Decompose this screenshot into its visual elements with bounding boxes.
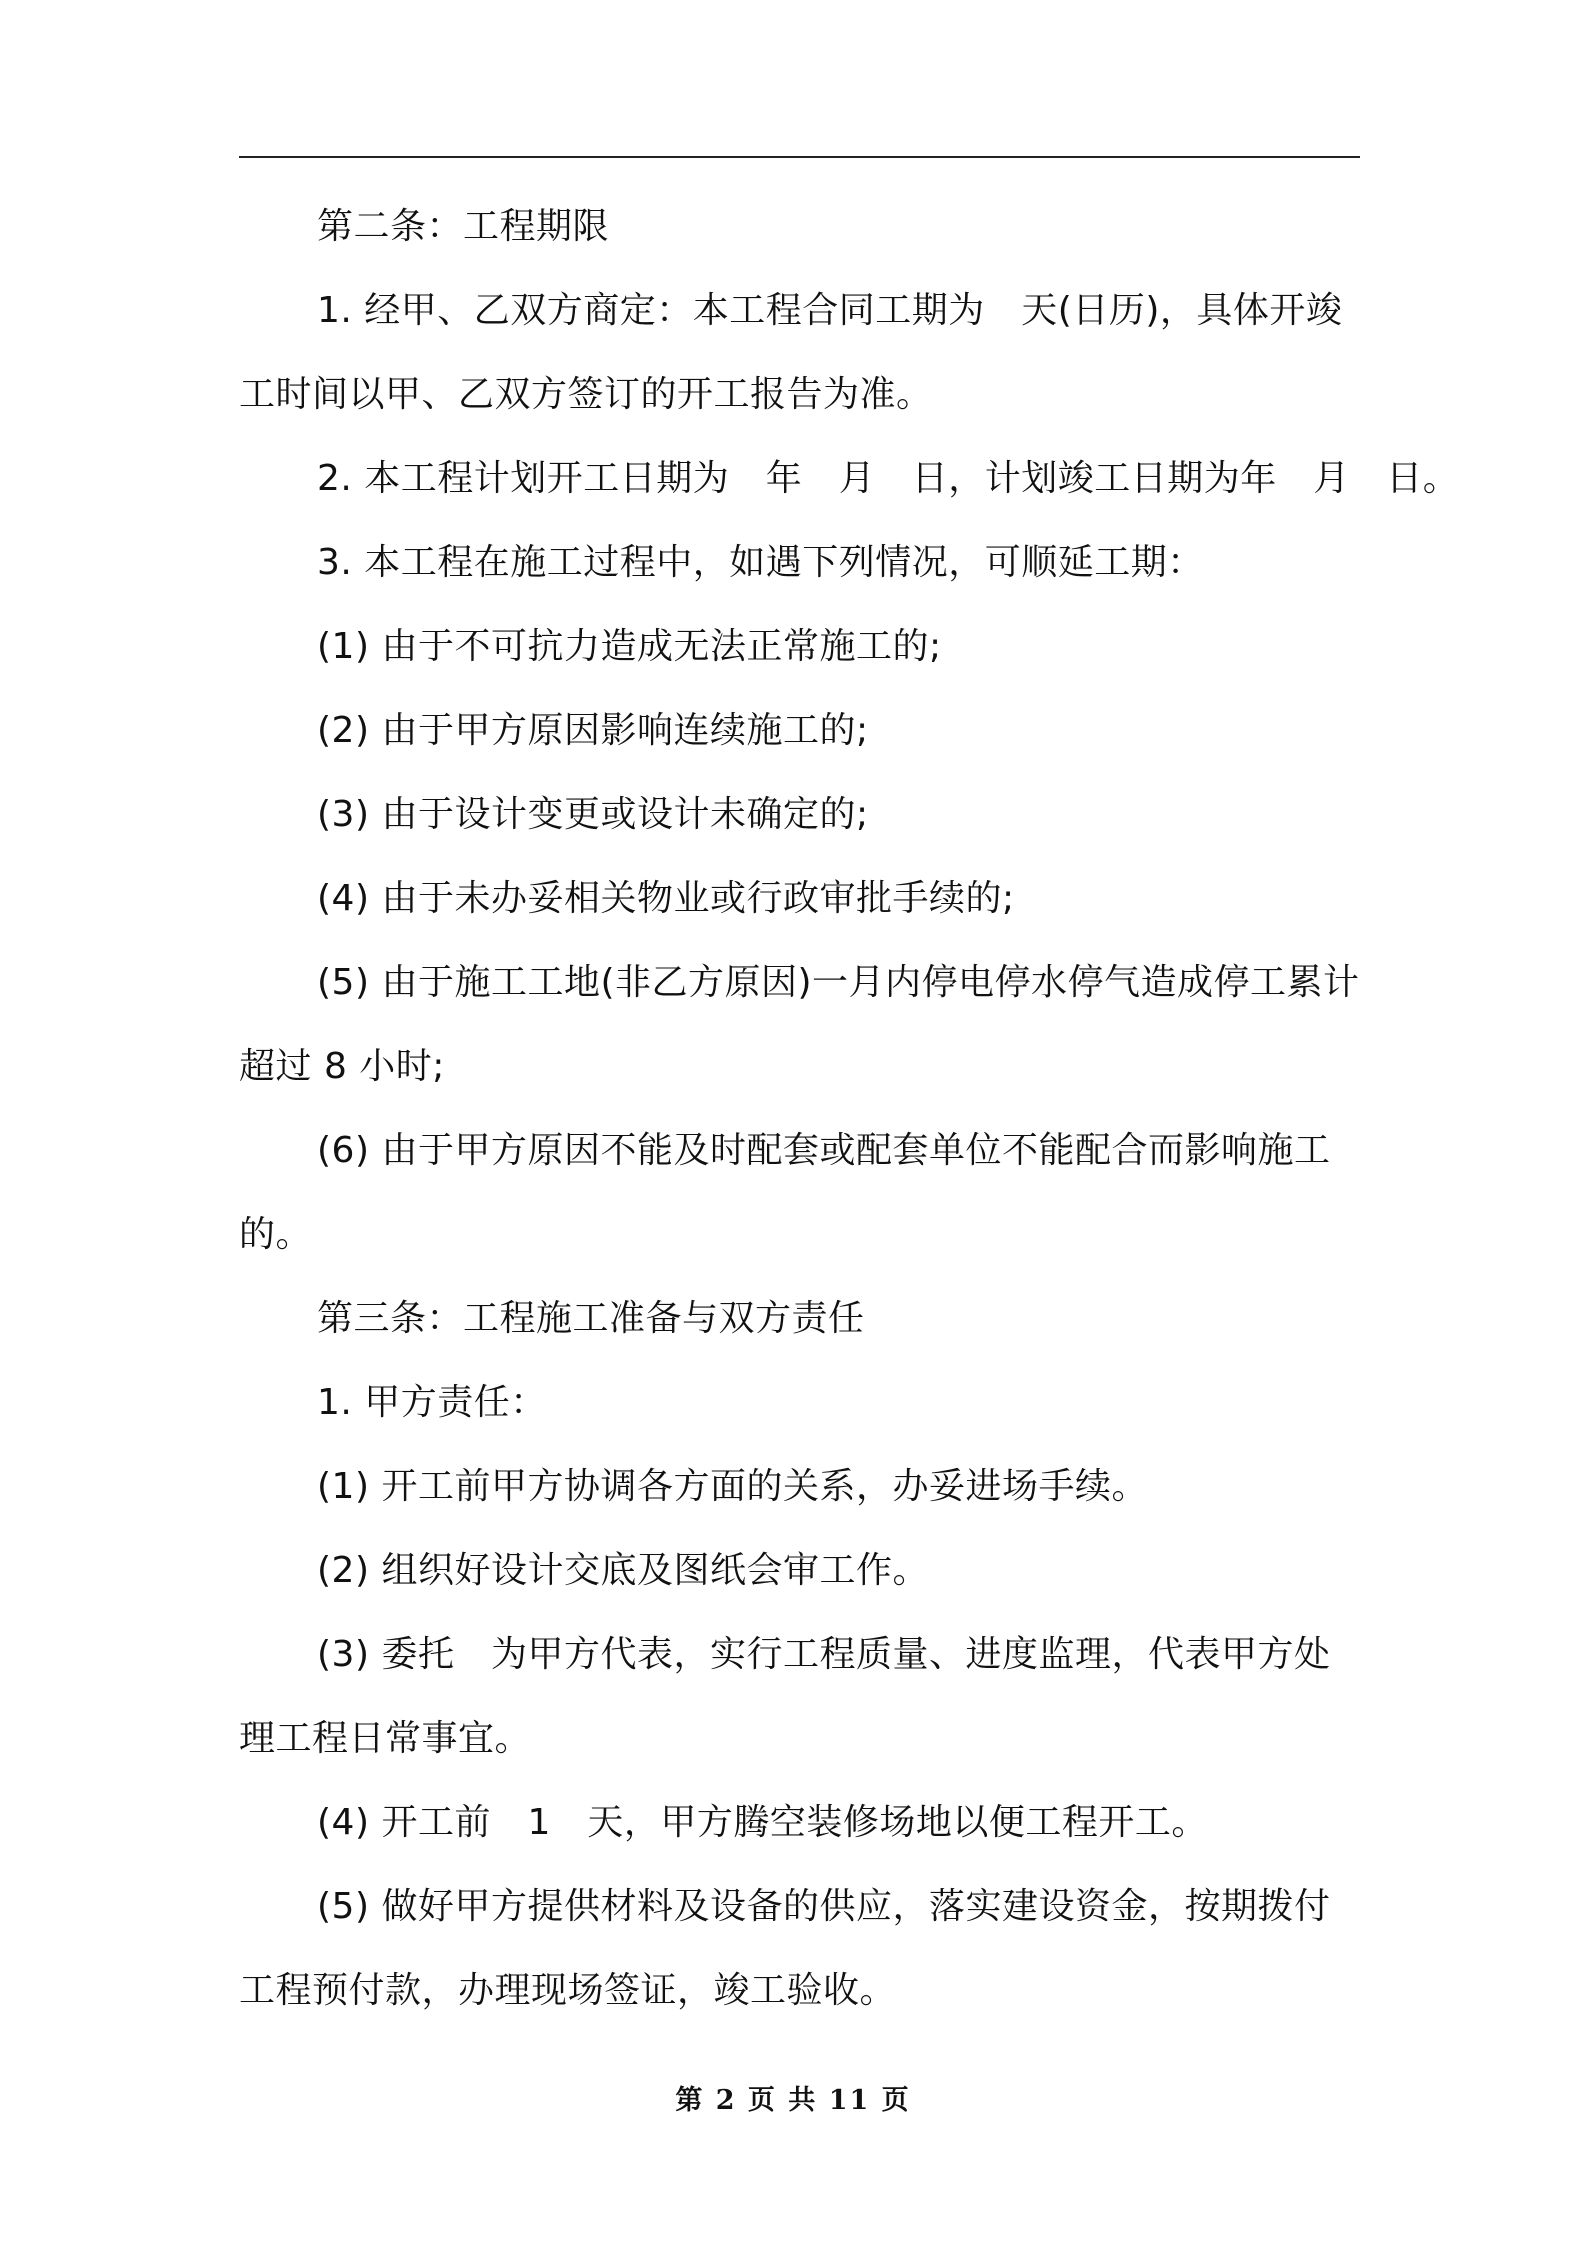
list-item: (2) 由于甲方原因影响连续施工的; — [317, 710, 869, 751]
list-item: (5) 做好甲方提供材料及设备的供应，落实建设资金，按期拨付工程预付款，办理现场签证，竣工验收。 — [239, 1886, 1331, 2011]
clause-2-1: 1. 经甲、乙双方商定：本工程合同工期为 天(日历)，具体开竣工时间以甲、乙双方签订的开工报告为准。 — [239, 290, 1343, 415]
article-3-heading: 第三条：工程施工准备与双方责任 — [317, 1298, 865, 1339]
list-item: (4) 开工前 1 天，甲方腾空装修场地以便工程开工。 — [317, 1802, 1208, 1843]
header-rule — [239, 156, 1360, 158]
clause-2-2: 2. 本工程计划开工日期为 年 月 日，计划竣工日期为年 月 日。 — [317, 458, 1460, 499]
list-item: (5) 由于施工工地(非乙方原因)一月内停电停水停气造成停工累计超过 8 小时; — [239, 962, 1360, 1087]
list-item: (2) 组织好设计交底及图纸会审工作。 — [317, 1550, 929, 1591]
list-item: (6) 由于甲方原因不能及时配套或配套单位不能配合而影响施工的。 — [239, 1130, 1331, 1255]
article-2-heading: 第二条：工程期限 — [317, 206, 610, 247]
list-item: (1) 由于不可抗力造成无法正常施工的; — [317, 626, 942, 667]
list-item: (4) 由于未办妥相关物业或行政审批手续的; — [317, 878, 1015, 919]
document-body — [239, 185, 1460, 2033]
page-indicator: 第 2 页 共 11 页 — [675, 2085, 911, 2116]
list-item: (1) 开工前甲方协调各方面的关系，办妥进场手续。 — [317, 1466, 1148, 1507]
list-item: (3) 由于设计变更或设计未确定的; — [317, 794, 869, 835]
clause-3-1: 1. 甲方责任： — [317, 1382, 547, 1423]
clause-2-3: 3. 本工程在施工过程中，如遇下列情况，可顺延工期： — [317, 542, 1204, 583]
list-item: (3) 委托 为甲方代表，实行工程质量、进度监理，代表甲方处理工程日常事宜。 — [239, 1634, 1331, 1759]
